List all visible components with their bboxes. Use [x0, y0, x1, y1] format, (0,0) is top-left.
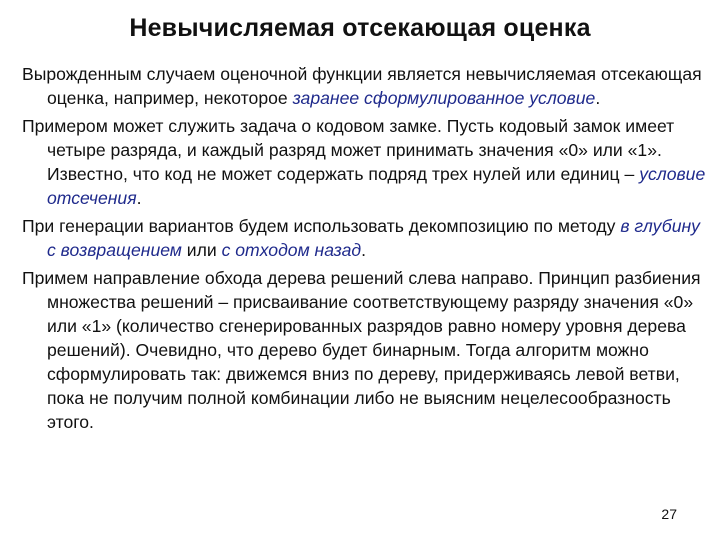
- emphasis-step-back: с отходом назад: [221, 240, 362, 260]
- paragraph-text: Примем направление обхода дерева решений слева направо. Принцип разбиения множества решений – присваивание соответствующему разряду значения «0» или «1» (количество сгенерированных разрядов равно номеру уровня дерева решений). Очевидно, что дерево будет бинарным. Тогда алгоритм можно сформулировать так: движемся вниз по дереву, придерживаясь левой ветви, пока не получим полной комбинации либо не выясним нецелесообразность этого.: [22, 268, 701, 432]
- paragraph-degenerate-case: [22, 62, 712, 110]
- paragraph-text: При генерации вариантов будем использовать декомпозицию по методу: [22, 216, 621, 236]
- paragraph-decomposition-method: [22, 214, 712, 262]
- emphasis-predefined-condition: заранее сформулированное условие: [292, 88, 596, 108]
- emphasis-depth-first-backtracking: в глубину с возвращением: [47, 216, 700, 260]
- paragraph-text: .: [595, 88, 601, 108]
- paragraph-text: .: [136, 188, 142, 208]
- paragraph-text: .: [361, 240, 367, 260]
- slide-body: [22, 62, 712, 438]
- paragraph-text: или: [181, 240, 222, 260]
- paragraph-text: Примером может служить задача о кодовом замке. Пусть кодовый замок имеет четыре разряда, и каждый разряд может принимать значения «0» или «1». Известно, что код не может содержать подряд трех нулей или единиц –: [22, 116, 675, 184]
- paragraph-text: Вырожденным случаем оценочной функции является невычисляемая отсекающая оценка, например, некоторое: [22, 64, 702, 108]
- slide-title: Невычисляемая отсекающая оценка: [129, 14, 591, 42]
- paragraph-traversal-algorithm: [22, 266, 712, 434]
- page-number: 27: [661, 506, 677, 522]
- emphasis-cutoff-condition: условие отсечения: [47, 164, 706, 208]
- paragraph-code-lock-example: [22, 114, 712, 210]
